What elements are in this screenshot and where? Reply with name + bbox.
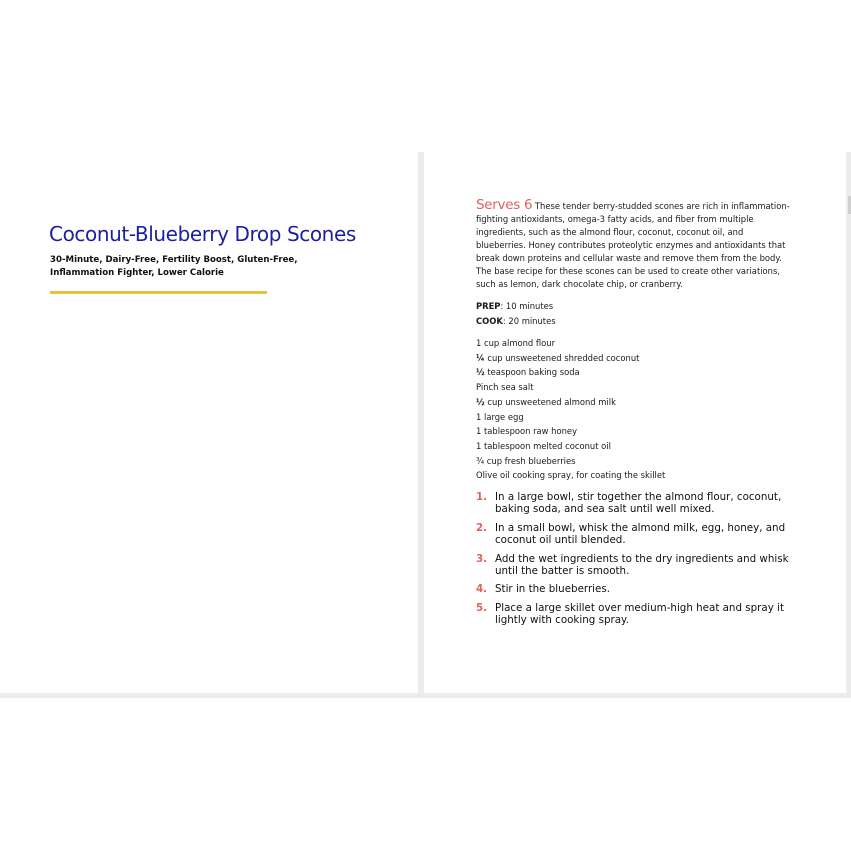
cook-label: COOK: [476, 316, 503, 326]
step-item: [476, 583, 794, 595]
cook-time: [476, 314, 794, 329]
step-number: 4.: [476, 583, 488, 596]
ingredient-item: [476, 424, 794, 439]
step-item: [476, 602, 794, 627]
ingredient-text: teaspoon baking soda: [484, 367, 580, 378]
recipe-body: [476, 199, 794, 633]
ingredient-item: [476, 410, 794, 425]
left-page: [0, 152, 418, 693]
step-text: In a large bowl, stir together the almond flour, coconut, baking soda, and sea salt until well mixed.: [495, 491, 782, 516]
ingredient-text: Olive oil cooking spray, for coating the skillet: [476, 470, 666, 481]
ingredient-text: cup unsweetened almond milk: [484, 396, 616, 407]
recipe-title: Coconut-Blueberry Drop Scones: [49, 222, 356, 246]
ingredients-list: [476, 336, 794, 483]
ingredient-item: [476, 336, 794, 351]
ingredient-qty: ½: [476, 367, 485, 378]
recipe-times: [476, 299, 794, 329]
title-divider: [50, 291, 267, 294]
step-text: In a small bowl, whisk the almond milk, egg, honey, and coconut oil until blended.: [495, 521, 786, 547]
prep-time: [476, 299, 794, 314]
intro-text: These tender berry-studded scones are rich in inflammation-fighting antioxidants, omega-3 fatty acids, and fiber from multiple ingredients, such as the almond flour, coconut, coconut oil, and blueberries. Honey contributes proteolytic enzymes and antioxidants that break down proteins and cellular waste and remove them from the body. The base recipe for these scones can be used to create other variations, such as lemon, dark chocolate chip, or cranberry.: [476, 201, 790, 289]
ingredient-item: [476, 395, 794, 410]
step-item: [476, 553, 794, 578]
ingredient-text: 1 large egg: [476, 411, 524, 422]
step-number: 1.: [476, 491, 488, 504]
serves-label: Serves 6: [476, 197, 533, 213]
step-text: Place a large skillet over medium-high heat and spray it lightly with cooking spray.: [495, 601, 784, 627]
right-page: [424, 152, 846, 693]
ingredient-item: [476, 351, 794, 366]
recipe-intro: [476, 199, 794, 291]
ingredient-item: [476, 380, 794, 395]
step-text: Stir in the blueberries.: [495, 583, 611, 596]
ingredient-item: [476, 454, 794, 469]
ingredient-text: 1 cup almond flour: [476, 338, 556, 348]
ingredient-item: [476, 439, 794, 454]
ingredient-text: ¾ cup fresh blueberries: [476, 455, 576, 466]
ingredient-text: Pinch sea salt: [476, 382, 534, 393]
prep-value: : 10 minutes: [500, 301, 554, 311]
ingredient-text: 1 tablespoon melted coconut oil: [476, 440, 611, 451]
step-text: Add the wet ingredients to the dry ingredients and whisk until the batter is smooth.: [495, 552, 789, 578]
ingredient-qty: ¼: [476, 352, 485, 363]
step-item: [476, 522, 794, 547]
cook-value: : 20 minutes: [502, 316, 556, 326]
step-number: 2.: [476, 521, 488, 534]
ingredient-qty: ½: [476, 396, 485, 407]
step-number: 5.: [476, 601, 488, 614]
recipe-tags: 30-Minute, Dairy-Free, Fertility Boost, Gluten-Free, Inflammation Fighter, Lower Calorie: [50, 255, 298, 278]
steps-list: [476, 491, 794, 627]
step-item: [476, 491, 794, 516]
ingredient-item: [476, 468, 794, 483]
prep-label: PREP: [476, 301, 501, 311]
ingredient-text: cup unsweetened shredded coconut: [484, 352, 640, 363]
ingredient-text: 1 tablespoon raw honey: [476, 426, 578, 437]
ingredient-item: [476, 365, 794, 380]
step-number: 3.: [476, 552, 488, 565]
book-spread: [0, 152, 851, 698]
